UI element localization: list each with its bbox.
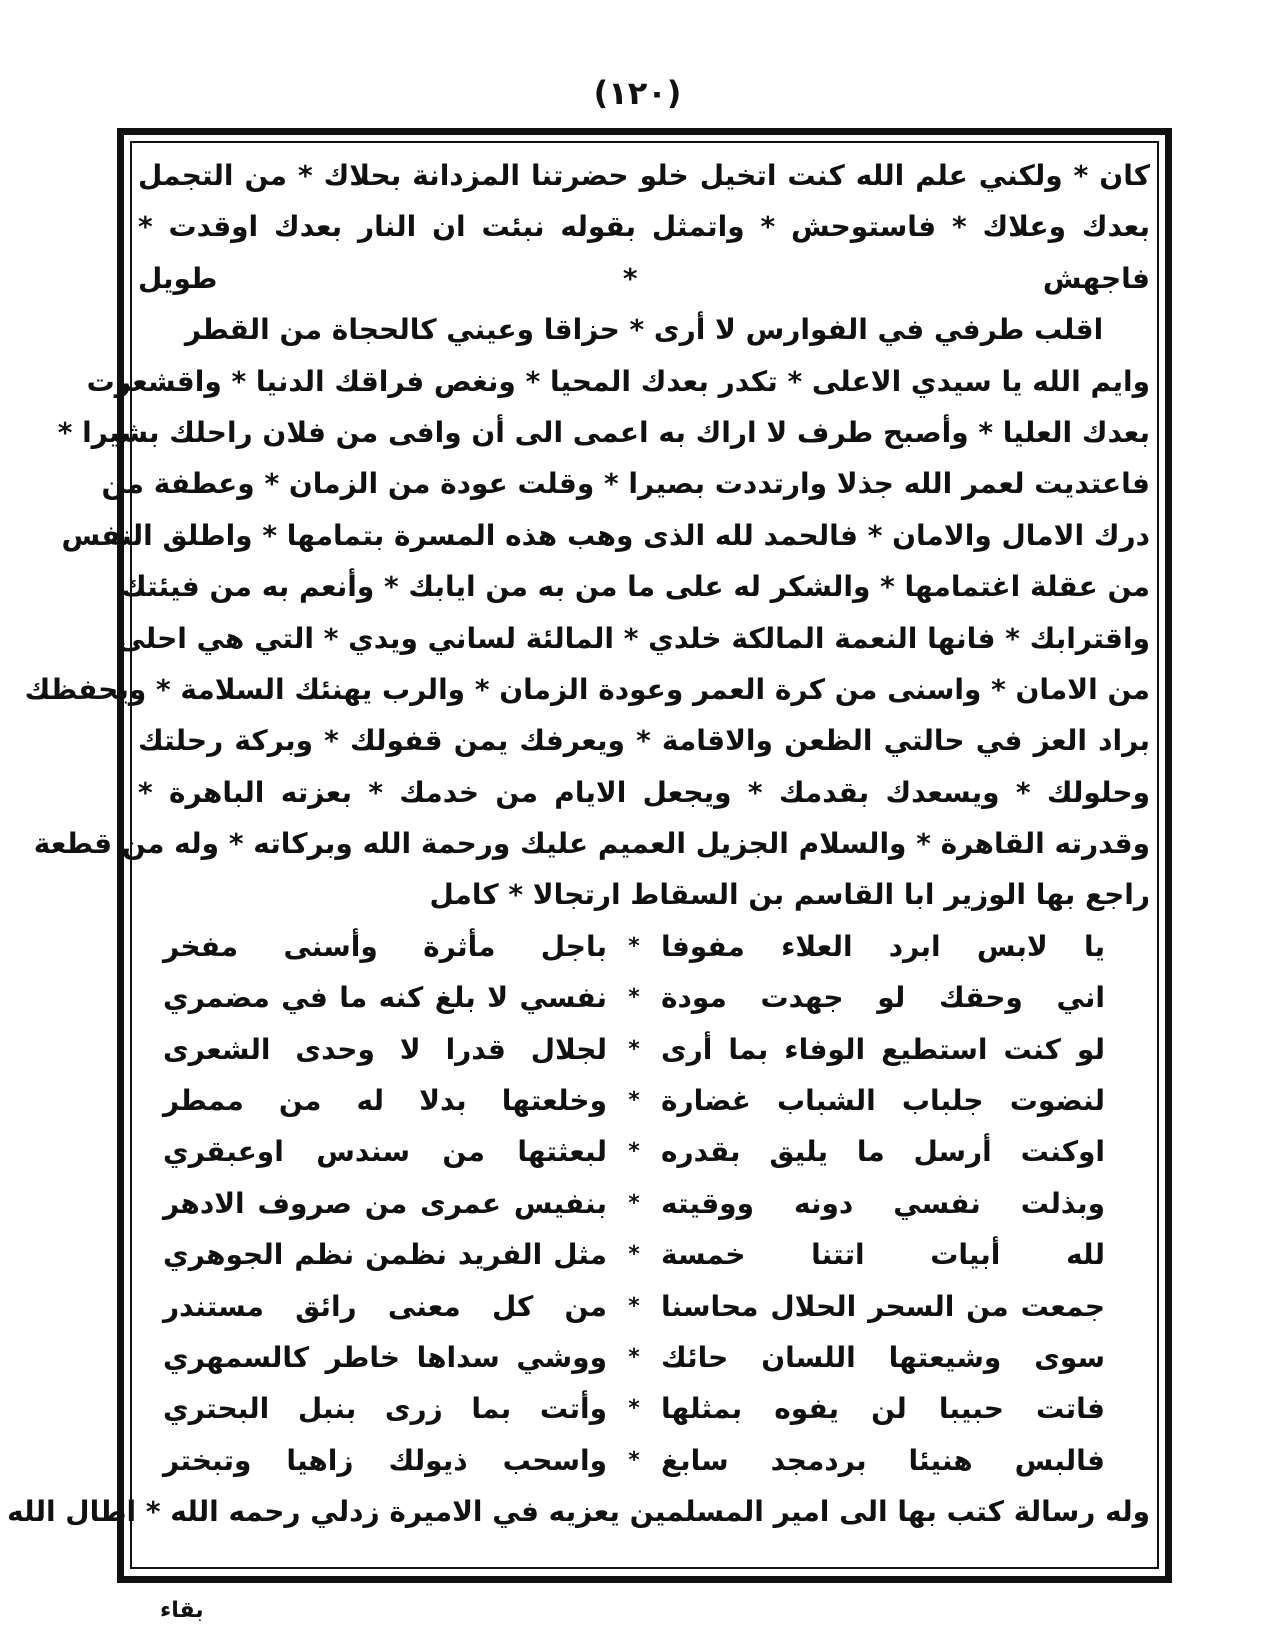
verse-separator-star: * [628, 1447, 640, 1473]
verse-separator-star: * [628, 1139, 640, 1165]
prose-line: براد العز في حالتي الظعن والاقامة * ويعرفك يمن قفولك * وبركة رحلتك [138, 724, 1150, 758]
page-number: (١٢٠) [593, 74, 682, 112]
verse-first-hemistich: لله أبيات اتتنا خمسة [661, 1238, 1105, 1272]
prose-line: وحلولك * ويسعدك بقدمك * ويجعل الايام من خدمك * بعزته الباهرة * [138, 775, 1150, 809]
verse-second-hemistich: لبعثتها من سندس اوعبقري [163, 1135, 607, 1169]
verse-line [138, 1435, 1150, 1486]
verse-separator-star: * [628, 1036, 640, 1062]
prose-line: وايم الله يا سيدي الاعلى * تكدر بعدك المحيا * ونغص فراقك الدنيا * واقشعرت [86, 364, 1150, 398]
verse-second-hemistich: بنفيس عمرى من صروف الادهر [163, 1186, 607, 1220]
verse-separator-star: * [628, 1293, 640, 1319]
text-block [7, 150, 1150, 1538]
prose-line: بعدك العليا * وأصبح طرف لا اراك به اعمى الى أن وافى من فلان راحلك بشيرا * [57, 415, 1150, 449]
verse-line [138, 972, 1150, 1023]
prose-line: وله رسالة كتب بها الى امير المسلمين يعزيه في الاميرة زدلي رحمه الله * اطال الله [7, 1495, 1150, 1529]
verse-line [138, 1024, 1150, 1075]
prose-line: فاجهش * طويل [138, 261, 1150, 295]
verse-first-hemistich: فاتت حبيبا لن يفوه بمثلها [661, 1392, 1105, 1426]
verse-second-hemistich: مثل الفريد نظمن نظم الجوهري [163, 1238, 607, 1272]
prose-line: درك الامال والامان * فالحمد لله الذى وهب هذه المسرة بتمامها * واطلق النفس [61, 518, 1150, 552]
prose-line: كان * ولكني علم الله كنت اتخيل خلو حضرتنا المزدانة بحلاك * من التجمل [138, 159, 1150, 192]
verse-first-hemistich: اوكنت أرسل ما يليق بقدره [661, 1135, 1105, 1169]
verse-separator-star: * [628, 1190, 640, 1216]
prose-line: واقترابك * فانها النعمة المالكة خلدي * المالئة لساني ويدي * التي هي احلى [117, 621, 1150, 655]
verse-second-hemistich: ووشي سداها خاطر كالسمهري [163, 1340, 607, 1374]
verse-first-hemistich: لو كنت استطيع الوفاء بما أرى [661, 1032, 1105, 1066]
verse-separator-star: * [628, 1242, 640, 1268]
verse-first-hemistich: يا لابس ابرد العلاء مفوفا [661, 929, 1105, 963]
verse-separator-star: * [628, 1088, 640, 1114]
verse-second-hemistich: لجلال قدرا لا وحدى الشعرى [163, 1032, 607, 1066]
prose-line: من الامان * واسنى من كرة العمر وعودة الزمان * والرب يهنئك السلامة * ويحفظك [24, 672, 1150, 706]
verse-line [138, 1075, 1150, 1126]
verse-first-hemistich: وبذلت نفسي دونه ووقيته [661, 1186, 1105, 1220]
verse-second-hemistich: وخلعتها بدلا له من ممطر [163, 1084, 607, 1118]
verse-separator-star: * [628, 933, 640, 959]
verse-first-hemistich: سوى وشيعتها اللسان حائك [661, 1340, 1105, 1374]
verse-line [138, 1229, 1150, 1280]
verse-line [138, 1126, 1150, 1177]
verse-second-hemistich: واسحب ذيولك زاهيا وتبختر [163, 1443, 607, 1477]
prose-line: من عقلة اغتمامها * والشكر له على ما من به من ايابك * وأنعم به من فيئتك [121, 570, 1150, 604]
verse-first-hemistich: لنضوت جلباب الشباب غضارة [661, 1084, 1105, 1118]
verse-line [138, 921, 1150, 972]
verse-separator-star: * [628, 985, 640, 1011]
prose-line: فاعتديت لعمر الله جذلا وارتددت بصيرا * وقلت عودة من الزمان * وعطفة من [101, 467, 1150, 501]
verse-second-hemistich: باجل مأثرة وأسنى مفخر [163, 929, 607, 963]
prose-line: بعدك وعلاك * فاستوحش * واتمثل بقوله نبئت ان النار بعدك اوقدت * [138, 210, 1150, 244]
verse-separator-star: * [628, 1344, 640, 1370]
catchword: بقاء [160, 1598, 204, 1623]
verse-line [138, 1383, 1150, 1434]
prose-line: وقدرته القاهرة * والسلام الجزيل العميم عليك ورحمة الله وبركاته * وله من قطعة [33, 827, 1150, 861]
verse-separator-star: * [628, 1396, 640, 1422]
verse-line [138, 1281, 1150, 1332]
verse-line [138, 1178, 1150, 1229]
verse-second-hemistich: نفسي لا بلغ كنه ما في مضمري [163, 981, 607, 1015]
verse-line [138, 1332, 1150, 1383]
poem-heading-line: اقلب طرفي في الفوارس لا أرى * حزاقا وعيني كالحجاة من القطر [184, 313, 1104, 347]
verse-first-hemistich: فالبس هنيئا بردمجد سابغ [661, 1443, 1105, 1477]
verse-first-hemistich: اني وحقك لو جهدت مودة [661, 981, 1105, 1015]
verse-second-hemistich: وأتت بما زرى بنبل البحتري [163, 1392, 607, 1426]
verse-first-hemistich: جمعت من السحر الحلال محاسنا [661, 1289, 1105, 1323]
poem-intro-line: راجع بها الوزير ابا القاسم بن السقاط ارتجالا * كامل [429, 878, 1150, 912]
verse-second-hemistich: من كل معنى رائق مستندر [163, 1289, 607, 1323]
